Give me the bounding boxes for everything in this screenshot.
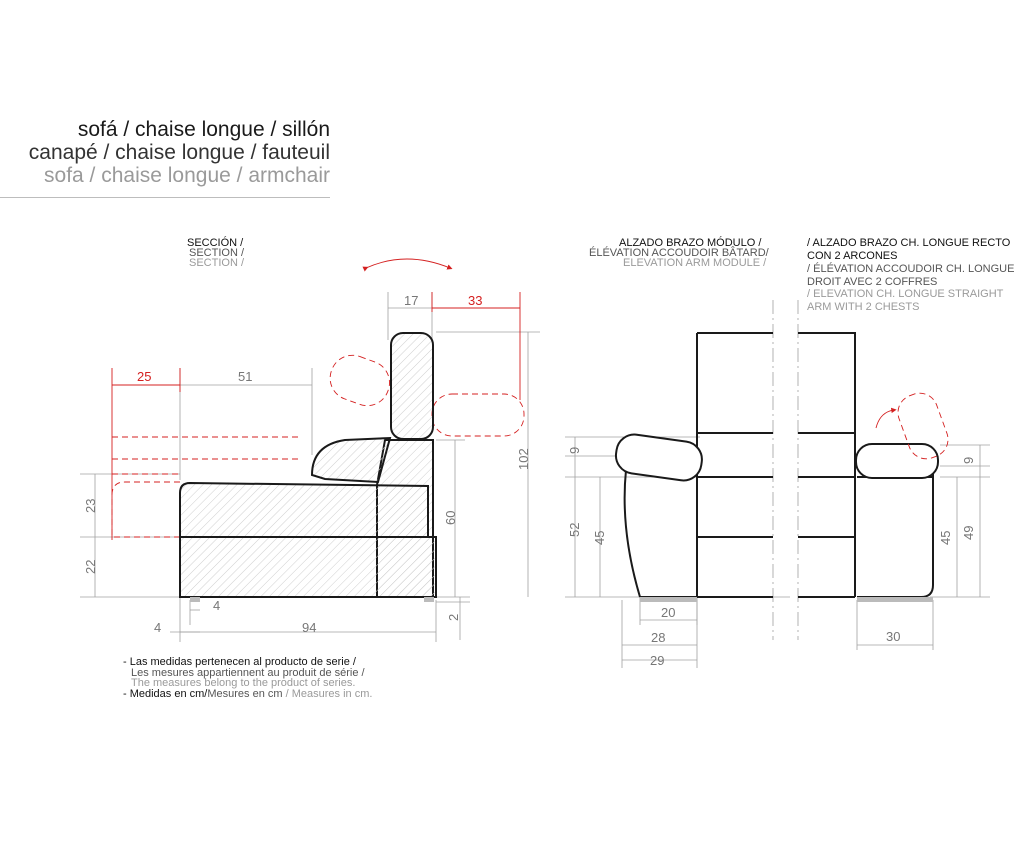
headrest (391, 333, 433, 439)
dim-am-arm-width: 29 (650, 653, 665, 668)
note-units-fr: Mesures en cm (207, 688, 283, 700)
dim-ch-arm-height: 45 (938, 530, 953, 545)
title-en: sofa / chaise longue / armchair (44, 164, 330, 187)
arm-chaise-label-fr-1: / ÉLÉVATION ACCOUDOIR CH. LONGUE (807, 263, 1015, 275)
arm-chaise-view (798, 300, 990, 650)
dim-am-total: 52 (567, 522, 582, 537)
arm-module-label-en: ELEVATION ARM MODULE / (623, 257, 767, 269)
arm-chaise-label-en-1: / ELEVATION CH. LONGUE STRAIGHT (807, 288, 1004, 300)
title-fr: canapé / chaise longue / fauteuil (28, 141, 330, 164)
note-units-en: / Measures in cm. (282, 688, 373, 700)
dim-am-arm-top: 9 (567, 446, 582, 454)
front-foot (190, 597, 200, 602)
chaise-foot (857, 597, 933, 602)
dim-total-depth: 94 (302, 620, 317, 635)
arm-module-armrest (614, 432, 705, 483)
dim-back-height: 60 (443, 510, 458, 525)
sofa-base (180, 537, 436, 597)
chaise-armrest (856, 444, 938, 478)
section-view (80, 259, 540, 642)
arm-module-view (565, 300, 790, 668)
dim-am-foot: 20 (661, 605, 676, 620)
dim-ch-arm-top: 9 (961, 456, 976, 464)
arm-chaise-label-es-1: / ALZADO BRAZO CH. LONGUE RECTO (807, 237, 1011, 249)
dim-ch-width: 30 (886, 629, 901, 644)
dim-foot-offset: 4 (154, 620, 162, 635)
section-label-fr: SECTION / (189, 247, 245, 259)
back-cushion (312, 438, 390, 482)
note-line-3: The measures belong to the product of series. (131, 677, 356, 689)
dim-ch-total: 49 (961, 525, 976, 540)
note-line-1: - Las medidas pertenecen al producto de serie / (123, 656, 356, 668)
rear-foot (424, 597, 434, 602)
section-label-es: SECCIÓN / (187, 237, 244, 249)
arm-module-foot (640, 597, 697, 602)
dim-cushion-height: 23 (83, 498, 98, 513)
arm-chaise-label-fr-2: DROIT AVEC 2 COFFRES (807, 276, 938, 288)
section-label-en: SECTION / (189, 257, 245, 269)
dim-base-height: 22 (83, 559, 98, 574)
arm-outer-curve (625, 470, 640, 597)
note-units-es: - Medidas en cm/ (123, 688, 208, 700)
note-line-2: Les mesures appartiennent au produit de série / (131, 667, 365, 679)
dim-foot-inset: 4 (213, 598, 221, 613)
arm-module-label-fr: ÉLÉVATION ACCOUDOIR BÂTARD/ (589, 247, 769, 259)
dim-am-base: 28 (651, 630, 666, 645)
arm-chaise-label-es-2: CON 2 ARCONES (807, 250, 898, 262)
dim-am-arm-height: 45 (592, 530, 607, 545)
dim-headrest-extension: 33 (468, 293, 483, 308)
seat-cushion (180, 483, 428, 537)
arm-module-label-es: ALZADO BRAZO MÓDULO / (619, 237, 762, 249)
dim-seat-depth: 51 (238, 369, 253, 384)
dim-foot-height: 2 (446, 613, 461, 621)
title-es: sofá / chaise longue / sillón (77, 118, 330, 141)
dim-seat-extension: 25 (137, 369, 152, 384)
dim-total-height: 102 (516, 448, 531, 470)
arm-chaise-label-en-2: ARM WITH 2 CHESTS (807, 301, 920, 313)
dim-headrest-depth: 17 (404, 293, 419, 308)
